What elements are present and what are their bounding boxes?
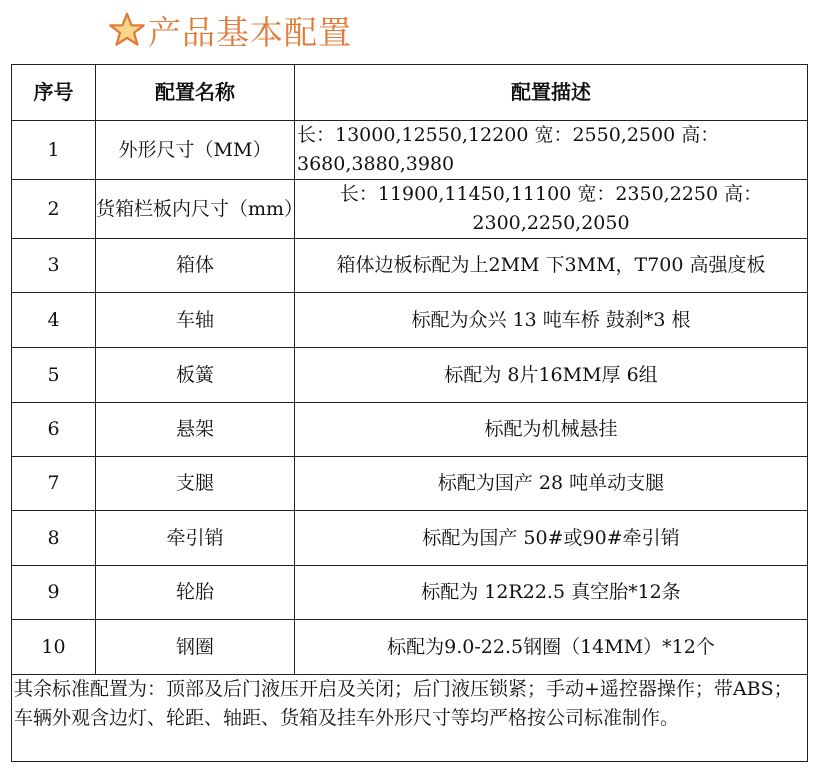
row-name: 钢圈 [96,620,295,675]
row-no: 8 [12,511,96,566]
row-name: 箱体 [96,239,295,293]
row-desc: 标配为 12R22.5 真空胎*12条 [295,566,808,620]
table-row [12,239,808,293]
row-desc: 标配为众兴 13 吨车桥 鼓刹*3 根 [295,293,808,348]
table-row [12,511,808,566]
table-row [12,180,808,239]
row-no: 9 [12,566,96,620]
table-row [12,620,808,675]
row-no: 4 [12,293,96,348]
row-desc: 标配为国产 28 吨单动支腿 [295,457,808,511]
row-desc: 标配为 8片16MM厚 6组 [295,348,808,403]
row-desc: 标配为国产 50#或90#牵引销 [295,511,808,566]
row-no: 1 [12,121,96,180]
row-desc: 标配为9.0-22.5钢圈（14MM）*12个 [295,620,808,675]
row-name: 外形尺寸（MM） [96,121,295,180]
row-no: 6 [12,403,96,457]
row-desc: 长：13000,12550,12200 宽：2550,2500 高：3680,3880,3980 [295,121,808,180]
row-desc: 箱体边板标配为上2MM 下3MM，T700 高强度板 [295,239,808,293]
row-desc: 长：11900,11450,11100 宽：2350,2250 高：2300,2250,2050 [295,180,808,239]
table-row [12,348,808,403]
table-header-row [12,65,808,121]
table-row [12,121,808,180]
table-row [12,403,808,457]
row-no: 3 [12,239,96,293]
star-icon [108,11,146,49]
table-row [12,566,808,620]
page-title: 产品基本配置 [148,12,352,52]
row-no: 2 [12,180,96,239]
table-row [12,457,808,511]
row-name: 牵引销 [96,511,295,566]
header-no: 序号 [12,65,96,121]
row-desc: 标配为机械悬挂 [295,403,808,457]
table-row [12,293,808,348]
row-no: 5 [12,348,96,403]
row-name: 货箱栏板内尺寸（mm） [96,180,295,239]
row-no: 10 [12,620,96,675]
row-name: 轮胎 [96,566,295,620]
row-name: 车轴 [96,293,295,348]
row-name: 板簧 [96,348,295,403]
row-name: 悬架 [96,403,295,457]
row-no: 7 [12,457,96,511]
config-table [11,64,808,675]
standard-config-note: 其余标准配置为：顶部及后门液压开启及关闭；后门液压锁紧；手动+遥控器操作；带ABS；车辆外观含边灯、轮距、轴距、货箱及挂车外形尺寸等均严格按公司标准制作。 [11,671,808,762]
page-heading [108,5,352,55]
header-desc: 配置描述 [295,65,808,121]
header-name: 配置名称 [96,65,295,121]
row-name: 支腿 [96,457,295,511]
